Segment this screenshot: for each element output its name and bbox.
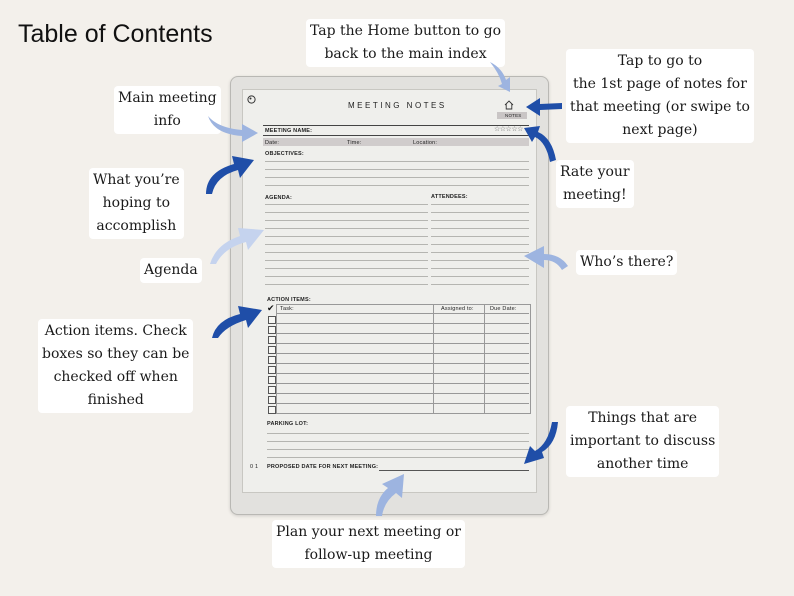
line: [265, 244, 428, 245]
line: [265, 228, 428, 229]
arrow-agenda-icon: [206, 218, 266, 266]
task-checkbox[interactable]: [268, 386, 276, 394]
line: [431, 268, 529, 269]
line: [431, 228, 529, 229]
line: [267, 441, 529, 442]
line: [265, 169, 529, 170]
line: [431, 244, 529, 245]
objectives-label: OBJECTIVES:: [265, 151, 304, 157]
line: [265, 204, 428, 205]
table-col-divider: [484, 304, 485, 413]
arrow-attendees-icon: [520, 236, 570, 272]
callout-attendees: Who’s there?: [576, 250, 677, 275]
arrow-meeting-info-icon: [204, 112, 260, 142]
divider: [263, 125, 529, 126]
callout-meeting-info: Main meeting info: [114, 86, 221, 134]
arrow-next-meeting-icon: [366, 468, 412, 518]
task-checkbox[interactable]: [268, 376, 276, 384]
line: [431, 284, 529, 285]
line: [431, 236, 529, 237]
line: [276, 323, 529, 324]
task-checkbox[interactable]: [268, 316, 276, 324]
date-label: Date:: [265, 139, 280, 146]
task-checkbox[interactable]: [268, 346, 276, 354]
task-checkbox[interactable]: [268, 406, 276, 414]
callout-notes: Tap to go to the 1st page of notes for that meeting (or swipe to next page): [566, 49, 754, 143]
tablet-device: [230, 76, 549, 515]
line: [431, 212, 529, 213]
line: [265, 177, 529, 178]
page-title: Table of Contents: [18, 20, 213, 48]
line: [276, 363, 529, 364]
meeting-name-label: MEETING NAME:: [265, 128, 313, 134]
line: [267, 457, 529, 458]
arrow-notes-icon: [524, 96, 564, 118]
line: [267, 449, 529, 450]
task-column-header: Task:: [280, 306, 294, 312]
line: [265, 252, 428, 253]
notes-tab-label: NOTES: [505, 112, 522, 118]
due-column-header: Due Date:: [490, 306, 517, 312]
parking-lot-label: PARKING LOT:: [267, 421, 309, 427]
home-icon[interactable]: [504, 100, 514, 110]
line: [265, 161, 529, 162]
task-checkbox[interactable]: [268, 336, 276, 344]
line: [265, 185, 529, 186]
task-checkbox[interactable]: [268, 356, 276, 364]
line: [276, 333, 529, 334]
arrow-rate-icon: [522, 116, 562, 164]
arrow-objectives-icon: [200, 150, 256, 196]
line: [431, 252, 529, 253]
arrow-action-items-icon: [208, 300, 264, 340]
line: [276, 373, 529, 374]
line: [265, 236, 428, 237]
line: [265, 276, 428, 277]
arrow-parking-icon: [520, 420, 564, 468]
callout-next-meeting: Plan your next meeting or follow-up meeting: [272, 520, 465, 568]
line: [265, 220, 428, 221]
divider: [263, 135, 529, 136]
rating-stars[interactable]: ☆☆☆☆☆: [494, 126, 523, 133]
line: [431, 204, 529, 205]
line: [276, 393, 529, 394]
line: [276, 383, 529, 384]
action-items-label: ACTION ITEMS:: [267, 297, 311, 303]
task-checkbox[interactable]: [268, 366, 276, 374]
line: [265, 260, 428, 261]
callout-parking: Things that are important to discuss another time: [566, 406, 719, 477]
info-bar: [263, 138, 529, 146]
line: [276, 353, 529, 354]
line: [265, 212, 428, 213]
callout-home: Tap the Home button to go back to the main index: [306, 19, 505, 67]
table-col-divider: [433, 304, 434, 413]
line: [265, 268, 428, 269]
line: [265, 284, 428, 285]
menu-icon[interactable]: [247, 95, 256, 104]
callout-action-items: Action items. Check boxes so they can be checked off when finished: [38, 319, 193, 413]
assigned-column-header: Assigned to:: [441, 306, 474, 312]
callout-objectives: What you’re hoping to accomplish: [89, 168, 184, 239]
arrow-home-icon: [480, 58, 520, 98]
task-checkbox[interactable]: [268, 326, 276, 334]
line: [276, 343, 529, 344]
page-number: 0 1: [250, 464, 259, 470]
location-label: Location:: [413, 139, 438, 146]
check-icon: ✔: [267, 303, 275, 313]
line: [276, 403, 529, 404]
callout-rate: Rate your meeting!: [556, 160, 634, 208]
planner-page: [242, 89, 537, 493]
attendees-label: ATTENDEES:: [431, 194, 468, 200]
line: [431, 276, 529, 277]
task-checkbox[interactable]: [268, 396, 276, 404]
action-items-table: [276, 304, 531, 414]
header-title: MEETING NOTES: [348, 101, 447, 110]
line: [431, 220, 529, 221]
line: [267, 433, 529, 434]
callout-agenda: Agenda: [140, 258, 202, 283]
next-meeting-date-label: PROPOSED DATE FOR NEXT MEETING:: [267, 464, 379, 470]
line: [431, 260, 529, 261]
agenda-label: AGENDA:: [265, 195, 293, 201]
time-label: Time:: [347, 139, 362, 146]
line: [276, 313, 529, 314]
